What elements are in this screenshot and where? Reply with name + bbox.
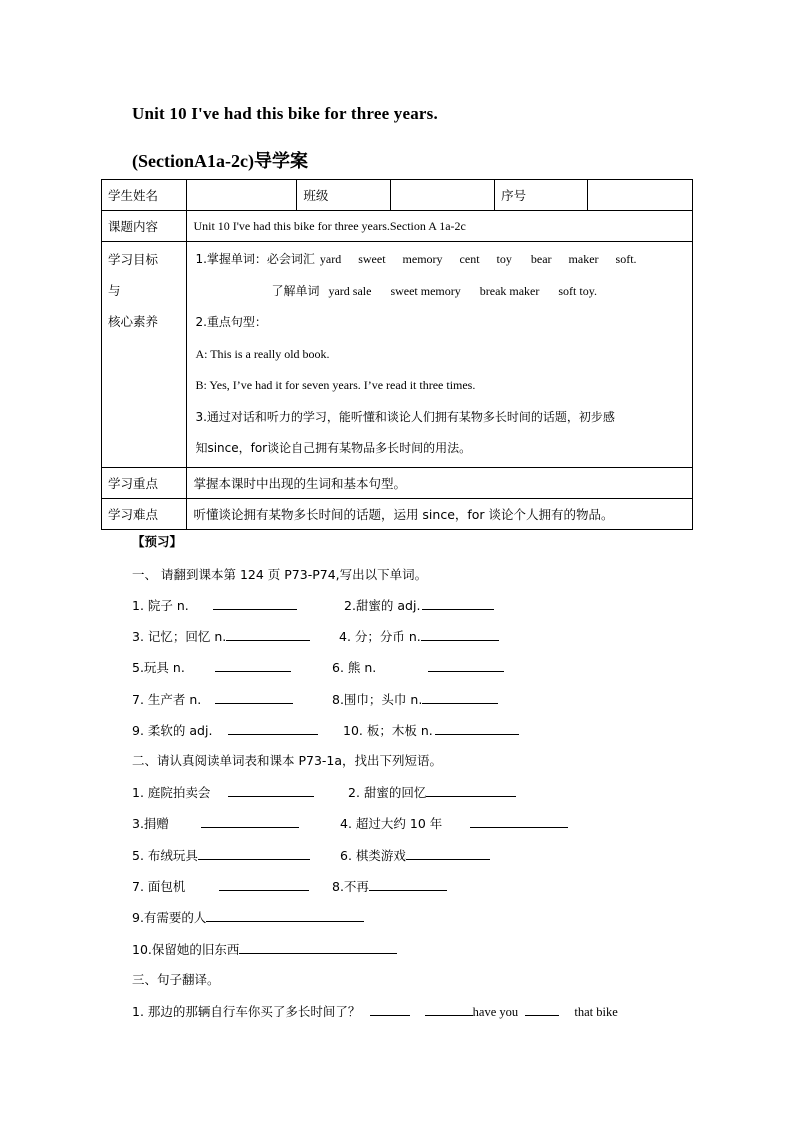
answer-blank[interactable] [239,941,397,954]
goal-word: yard [319,252,342,266]
answer-blank[interactable] [206,909,364,922]
part2-item: 10.保留她的旧东西 [132,940,397,958]
answer-blank[interactable] [470,815,568,828]
goal-word: toy [496,252,512,266]
part1-item: 10. 板；木板 n. [343,721,519,739]
preview-heading: 【预习】 [132,534,183,549]
focus-label: 学习重点 [102,467,187,498]
part1-item: 8.围巾；头巾 n. [332,690,498,708]
part1-item: 1. 院子 n. [132,596,297,614]
number-label: 序号 [495,180,588,211]
part1-heading: 一、 请翻到课本第 124 页 P73-P74,写出以下单词。 [132,567,428,582]
part2-item: 7. 面包机 [132,877,309,895]
part2-heading: 二、请认真阅读单词表和课本 P73-1a，找出下列短语。 [132,753,443,768]
goals-content [187,242,693,468]
goal-1-prefix: 1.掌握单词：必会词汇 [195,252,315,266]
student-name-label: 学生姓名 [102,180,187,211]
title-line-2: (SectionA1a-2c)导学案 [132,151,308,171]
answer-blank[interactable] [422,597,494,610]
part1-item: 9. 柔软的 adj. [132,721,318,739]
goal-3b: 知since，for谈论自己拥有某物品多长时间的用法。 [195,441,472,455]
topic-label: 课题内容 [102,211,187,242]
goal-1-line [195,244,684,276]
part2-item: 1. 庭院拍卖会 [132,783,314,801]
answer-blank[interactable] [370,1003,410,1016]
part2-item: 9.有需要的人 [132,908,364,926]
number-cell[interactable] [588,180,693,211]
part2-item: 2. 甜蜜的回忆 [348,783,516,801]
goals-label-1: 学习目标 [108,252,159,267]
goal-word: bear [530,252,552,266]
answer-blank[interactable] [226,628,310,641]
answer-blank[interactable] [421,628,499,641]
goal-word: sweet [358,252,386,266]
answer-blank[interactable] [428,659,504,672]
goal-2a: A: This is a really old book. [195,346,330,361]
part1-item: 4. 分；分币 n. [339,627,499,645]
goal-1b-line [195,276,684,308]
answer-blank[interactable] [215,691,293,704]
answer-blank[interactable] [426,784,516,797]
class-cell[interactable] [391,180,495,211]
topic-value: Unit 10 I've had this bike for three years.Section A 1a-2c [187,211,693,242]
answer-blank[interactable] [228,784,314,797]
part1-item: 5.玩具 n. [132,658,291,676]
question-english: that bike [574,1005,618,1019]
difficulty-value: 听懂谈论拥有某物多长时间的话题，运用 since，for 谈论个人拥有的物品。 [187,498,693,529]
goal-3a: 3.通过对话和听力的学习，能听懂和谈论人们拥有某物多长时间的话题，初步感 [195,409,615,424]
table-row-goals [102,242,693,468]
part1-item: 2.甜蜜的 adj. [344,596,494,614]
goal-2: 2.重点句型： [195,315,267,329]
part3-question-1 [132,1002,618,1020]
question-english: have you [472,1005,519,1019]
answer-blank[interactable] [213,597,297,610]
part3-heading: 三、句子翻译。 [132,972,220,987]
part2-item: 8.不再 [332,877,447,895]
info-table [101,179,693,530]
focus-value: 掌握本课时中出现的生词和基本句型。 [187,467,693,498]
answer-blank[interactable] [228,722,318,735]
answer-blank[interactable] [406,847,490,860]
part2-item: 3.捐赠 [132,814,299,832]
goal-word: memory [402,252,443,266]
goals-label-3: 核心素养 [108,314,159,329]
answer-blank[interactable] [198,847,310,860]
question-text: 1. 那边的那辆自行车你买了多长时间了？ [132,1004,361,1019]
goals-label [102,242,187,468]
goal-word: sweet memory [390,283,461,298]
goals-label-2: 与 [108,283,121,298]
answer-blank[interactable] [435,722,519,735]
table-row-difficulty [102,498,693,529]
table-row-focus [102,467,693,498]
table-row-topic [102,211,693,242]
answer-blank[interactable] [215,659,291,672]
answer-blank[interactable] [525,1003,559,1016]
student-name-cell[interactable] [187,180,297,211]
answer-blank[interactable] [219,878,309,891]
goal-word: cent [459,252,480,266]
part2-item: 4. 超过大约 10 年 [340,814,568,832]
part2-item: 5. 布绒玩具 [132,846,310,864]
title-line-1: Unit 10 I've had this bike for three years. [132,104,438,123]
answer-blank[interactable] [201,815,299,828]
difficulty-label: 学习难点 [102,498,187,529]
goal-word: soft. [615,252,637,266]
answer-blank[interactable] [369,878,447,891]
goal-1b-prefix: 了解单词 [271,283,320,298]
class-label: 班级 [297,180,391,211]
goal-word: yard sale [328,283,372,298]
goal-word: maker [568,252,599,266]
part1-item: 6. 熊 n. [332,658,504,676]
goal-2b: B: Yes, I’ve had it for seven years. I’ve read it three times. [195,378,476,392]
goal-word: break maker [479,283,540,298]
answer-blank[interactable] [425,1003,473,1016]
answer-blank[interactable] [422,691,498,704]
part2-item: 6. 棋类游戏 [340,846,490,864]
part1-item: 3. 记忆；回忆 n. [132,627,310,645]
part1-item: 7. 生产者 n. [132,690,293,708]
table-row-name [102,180,693,211]
goal-word: soft toy. [558,283,597,298]
